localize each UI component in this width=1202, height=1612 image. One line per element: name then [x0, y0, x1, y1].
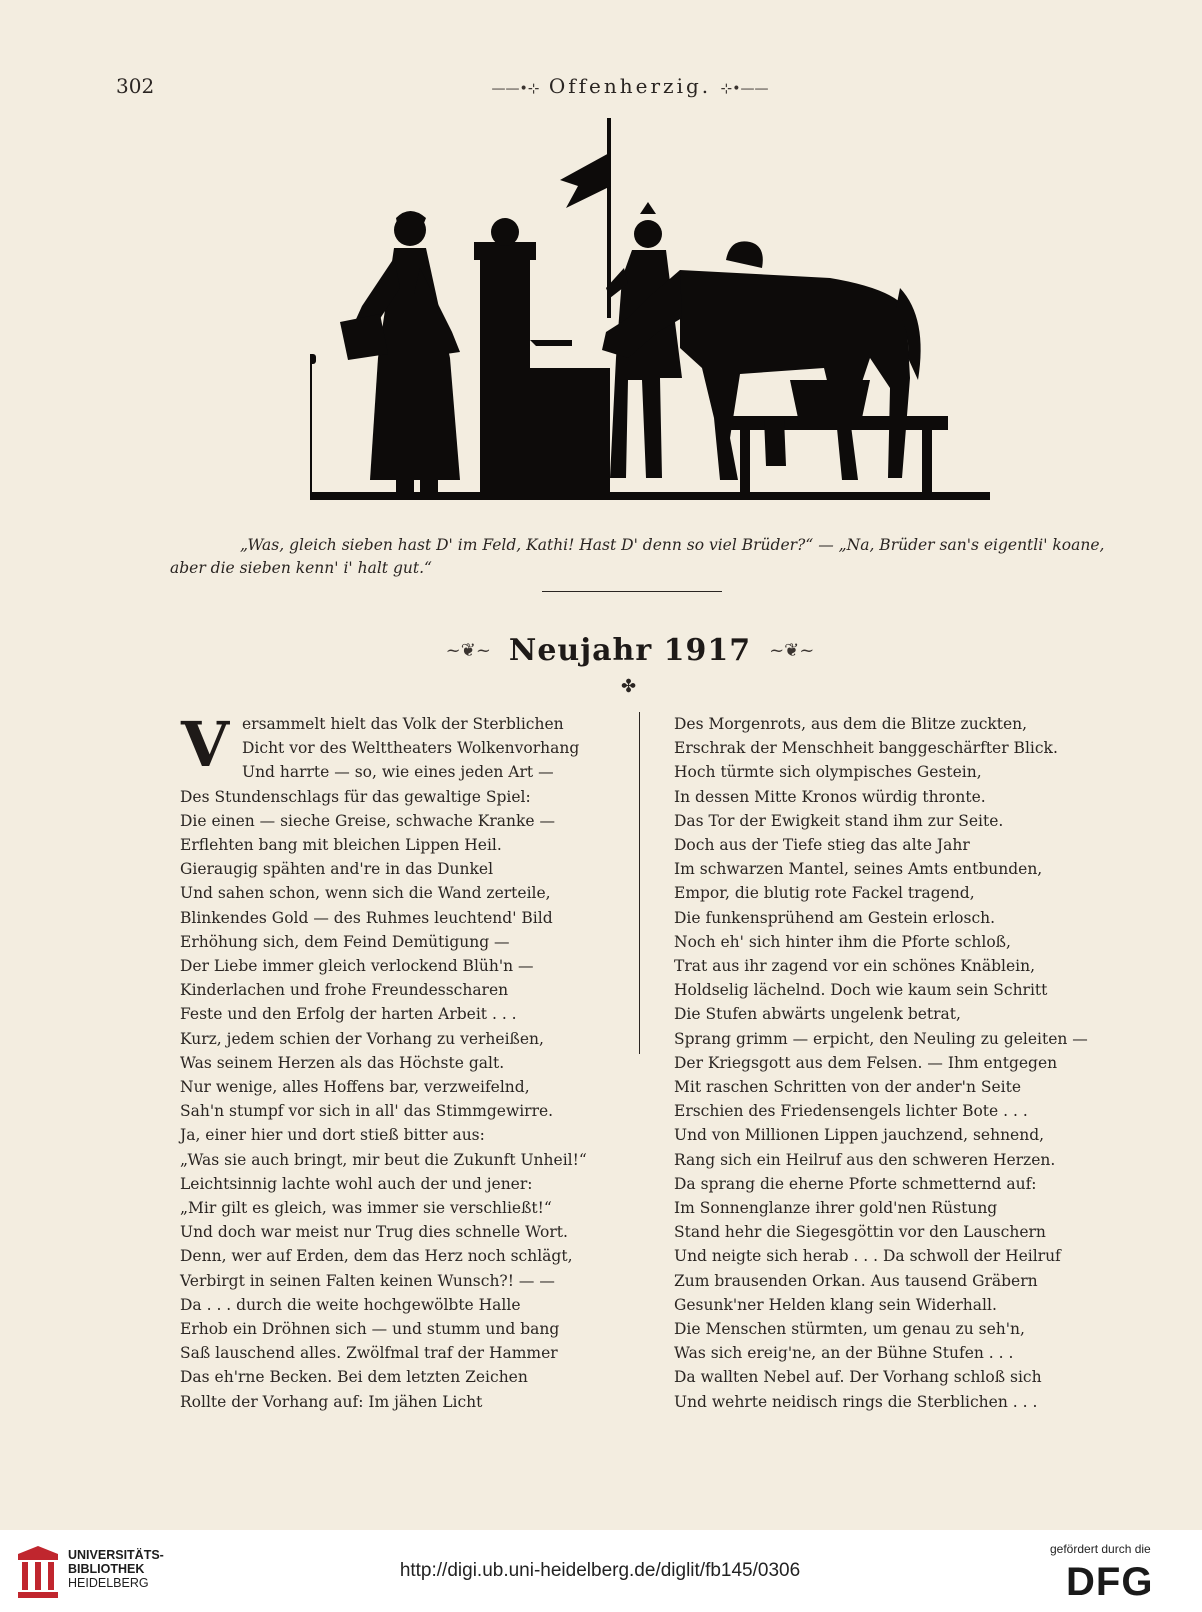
- poem-line: Blinkendes Gold — des Ruhmes leuchtend' Bild: [180, 908, 553, 927]
- poem-line: Empor, die blutig rote Fackel tragend,: [674, 884, 975, 903]
- poem-line: Zum brausenden Orkan. Aus tausend Gräbern: [674, 1271, 1038, 1290]
- poem-line: Das Tor der Ewigkeit stand ihm zur Seite.: [674, 811, 1004, 830]
- drop-cap: V: [180, 708, 230, 781]
- university-library-logo-icon: [14, 1544, 62, 1600]
- illustration-caption: „Was, gleich sieben hast D' im Feld, Kathi! Hast D' denn so viel Brüder?“ — „Na, Brüder san's eigentli' koane, aber die sieben kenn' i' halt gut.“: [170, 536, 1105, 577]
- poem-line: Rang sich ein Heilruf aus den schweren Herzen.: [674, 1150, 1056, 1169]
- poem-line: Das eh'rne Becken. Bei dem letzten Zeichen: [180, 1368, 528, 1387]
- poem-line: Was seinem Herzen als das Höchste galt.: [180, 1053, 505, 1072]
- poem-line: Saß lauschend alles. Zwölfmal traf der Hammer: [180, 1344, 558, 1363]
- poem-line: Des Stundenschlags für das gewaltige Spiel:: [180, 787, 531, 806]
- poem-line: Kurz, jedem schien der Vorhang zu verheißen,: [180, 1029, 544, 1048]
- page-number: 302: [116, 74, 155, 98]
- poem-line: Gieraugig spähten and're in das Dunkel: [180, 860, 494, 879]
- poem-line: Und doch war meist nur Trug dies schnelle Wort.: [180, 1223, 568, 1242]
- column-divider: [639, 712, 640, 1054]
- poem-line: Feste und den Erfolg der harten Arbeit . . .: [180, 1005, 517, 1024]
- permalink-url[interactable]: http://digi.ub.uni-heidelberg.de/diglit/fb145/0306: [399, 1560, 801, 1581]
- poem-line: Stand hehr die Siegesgöttin vor den Lauschern: [674, 1223, 1046, 1242]
- dfg-logo: DFG: [1066, 1560, 1154, 1604]
- poem-line: Und harrte — so, wie eines jeden Art —: [242, 763, 554, 782]
- poem-line: Die Menschen stürmten, um genau zu seh'n,: [674, 1320, 1025, 1339]
- section-divider: [542, 591, 722, 592]
- poem-title: Neujahr 1917: [508, 632, 752, 668]
- library-name: [68, 1548, 164, 1590]
- library-name-line-3: HEIDELBERG: [68, 1576, 149, 1590]
- poem-left-column: [180, 708, 620, 1414]
- poem-line: Trat aus ihr zagend vor ein schönes Knäblein,: [674, 957, 1036, 976]
- poem-line: Und von Millionen Lippen jauchzend, sehnend,: [674, 1126, 1045, 1145]
- poem-line: Des Morgenrots, aus dem die Blitze zuckten,: [674, 715, 1028, 733]
- poem-line: „Mir gilt es gleich, was immer sie verschließt!“: [180, 1199, 552, 1218]
- poem-line: Denn, wer auf Erden, dem das Herz noch schlägt,: [180, 1247, 573, 1266]
- poem-line: Kinderlachen und frohe Freundesscharen: [180, 981, 509, 1000]
- running-head-title: Offenherzig.: [548, 74, 712, 98]
- sponsor-text: gefördert durch die: [1050, 1542, 1151, 1556]
- poem-line: In dessen Mitte Kronos würdig thronte.: [674, 787, 986, 806]
- poem-line: Hoch türmte sich olympisches Gestein,: [674, 763, 982, 782]
- poem-line: Was sich ereig'ne, an der Bühne Stufen . . .: [674, 1344, 1014, 1363]
- library-footer: [0, 1530, 1202, 1612]
- poem-line: Und wehrte neidisch rings die Sterblichen . . .: [674, 1392, 1038, 1411]
- poem-line: Rollte der Vorhang auf: Im jähen Licht: [180, 1392, 483, 1411]
- running-head: [480, 74, 780, 98]
- poem-line: Und sahen schon, wenn sich die Wand zerteile,: [180, 884, 551, 903]
- poem-line: Der Liebe immer gleich verlockend Blüh'n —: [180, 957, 534, 976]
- poem-line: Der Kriegsgott aus dem Felsen. — Ihm entgegen: [674, 1053, 1058, 1072]
- poem-line: Sprang grimm — erpicht, den Neuling zu geleiten —: [674, 1029, 1088, 1048]
- poem-line: Erflehten bang mit bleichen Lippen Heil.: [180, 836, 502, 855]
- poem-line: Gesunk'ner Helden klang sein Widerhall.: [674, 1295, 997, 1314]
- poem-line: Da wallten Nebel auf. Der Vorhang schloß sich: [674, 1368, 1042, 1387]
- poem-line: Dicht vor des Welttheaters Wolkenvorhang: [242, 739, 580, 758]
- clover-ornament-icon: ✤: [621, 676, 637, 697]
- poem-line: Doch aus der Tiefe stieg das alte Jahr: [674, 836, 970, 855]
- poem-line: Die Stufen abwärts ungelenk betrat,: [674, 1005, 961, 1024]
- poem-line: Die einen — sieche Greise, schwache Kranke —: [180, 811, 555, 830]
- poem-line: Im schwarzen Mantel, seines Amts entbunden,: [674, 860, 1043, 879]
- library-name-line-2: BIBLIOTHEK: [68, 1562, 145, 1576]
- poem-line: Erschien des Friedensengels lichter Bote . . .: [674, 1102, 1028, 1121]
- poem-line: Mit raschen Schritten von der ander'n Seite: [674, 1078, 1022, 1097]
- poem-line: Da sprang die eherne Pforte schmetternd auf:: [674, 1174, 1037, 1193]
- poem-heading: [440, 630, 820, 670]
- poem-line: Erschrak der Menschheit banggeschärfter Blick.: [674, 739, 1058, 758]
- poem-right-column: [674, 712, 1114, 1414]
- poem-line: Leichtsinnig lachte wohl auch der und jener:: [180, 1174, 533, 1193]
- silhouette-illustration: [310, 118, 990, 518]
- left-flourish-icon: ~❦~: [445, 639, 491, 661]
- poem-line: Erhöhung sich, dem Feind Demütigung —: [180, 932, 510, 951]
- poem-line: Sah'n stumpf vor sich in all' das Stimmgewirre.: [180, 1102, 554, 1121]
- library-name-line-1: UNIVERSITÄTS-: [68, 1548, 164, 1562]
- poem-line: ersammelt hielt das Volk der Sterblichen: [242, 715, 564, 733]
- poem-line: Noch eh' sich hinter ihm die Pforte schloß,: [674, 932, 1011, 951]
- poem-line: Holdselig lächelnd. Doch wie kaum sein Schritt: [674, 981, 1048, 1000]
- poem-line: Erhob ein Dröhnen sich — und stumm und bang: [180, 1320, 560, 1339]
- right-flourish-icon: ~❦~: [769, 639, 815, 661]
- poem-line: Verbirgt in seinen Falten keinen Wunsch?! — —: [180, 1271, 555, 1290]
- poem-line: Die funkensprühend am Gestein erlosch.: [674, 908, 996, 927]
- poem-line: „Was sie auch bringt, mir beut die Zukunft Unheil!“: [180, 1150, 587, 1169]
- poem-line: Da . . . durch die weite hochgewölbte Halle: [180, 1295, 521, 1314]
- poem-line: Nur wenige, alles Hoffens bar, verzweifelnd,: [180, 1078, 530, 1097]
- poem-line: Ja, einer hier und dort stieß bitter aus:: [180, 1126, 485, 1145]
- left-ornament-icon: ——•⊹: [491, 81, 540, 97]
- poem-line: Im Sonnenglanze ihrer gold'nen Rüstung: [674, 1199, 998, 1218]
- right-ornament-icon: ⊹•——: [720, 81, 769, 97]
- poem-line: Und neigte sich herab . . . Da schwoll der Heilruf: [674, 1247, 1061, 1266]
